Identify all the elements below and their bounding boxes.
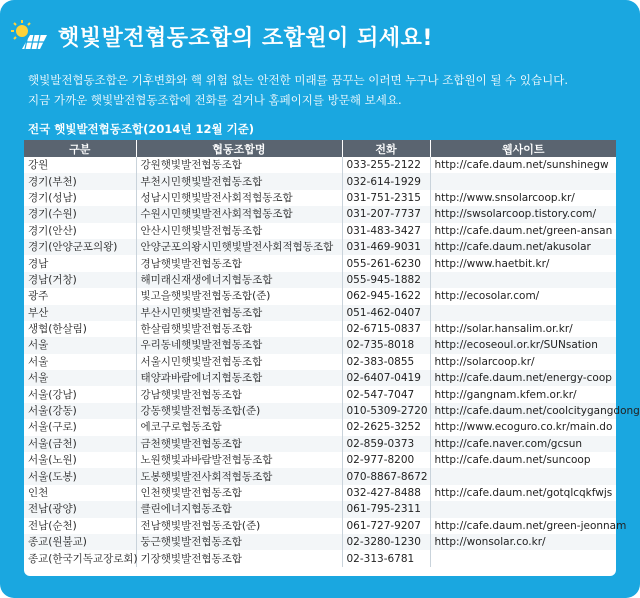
website-link [430, 550, 616, 566]
region-cell: 경기(성남) [24, 190, 136, 206]
website-link[interactable]: http://cafe.naver.com/gcsun [430, 436, 616, 452]
table-row [24, 354, 616, 370]
table-row [24, 468, 616, 484]
coop-name-cell: 빛고을햇빛발전협동조합(준) [136, 288, 342, 304]
coop-name-cell: 에코구로협동조합 [136, 419, 342, 435]
region-cell: 인천 [24, 485, 136, 501]
coop-name-cell: 안산시민햇빛발전협동조합 [136, 223, 342, 239]
region-cell: 서울(금천) [24, 436, 136, 452]
website-link[interactable]: http://cafe.daum.net/suncoop [430, 452, 616, 468]
website-link[interactable]: http://cafe.daum.net/green-jeonnam [430, 518, 616, 534]
website-link[interactable]: http://cafe.daum.net/gotqlcqkfwjs [430, 485, 616, 501]
table-row [24, 501, 616, 517]
coop-name-cell: 도봉햇빛발전사회적협동조합 [136, 468, 342, 484]
intro-line: 햇빛발전협동조합은 기후변화와 핵 위험 없는 안전한 미래를 꿈꾸는 이러면 누구나 조합원이 될 수 있습니다. [28, 73, 568, 87]
table-row [24, 157, 616, 173]
phone-cell: 010-5309-2720 [342, 403, 430, 419]
table-row [24, 206, 616, 222]
table-row [24, 337, 616, 353]
column-header: 협동조합명 [136, 140, 342, 157]
region-cell: 광주 [24, 288, 136, 304]
coop-name-cell: 인천햇빛발전협동조합 [136, 485, 342, 501]
region-cell: 서울 [24, 370, 136, 386]
coop-name-cell: 부산시민햇빛발전협동조합 [136, 305, 342, 321]
table-row [24, 485, 616, 501]
website-link [430, 272, 616, 288]
table-row [24, 272, 616, 288]
table-row [24, 190, 616, 206]
coop-name-cell: 둥근햇빛발전협동조합 [136, 534, 342, 550]
website-link[interactable]: http://solarcoop.kr/ [430, 354, 616, 370]
table-row [24, 419, 616, 435]
phone-cell: 055-945-1882 [342, 272, 430, 288]
website-link [430, 305, 616, 321]
coop-name-cell: 해미래신재생에너지협동조합 [136, 272, 342, 288]
column-header: 구분 [24, 140, 136, 157]
region-cell: 종교(원불교) [24, 534, 136, 550]
coop-name-cell: 수원시민햇빛발전사회적협동조합 [136, 206, 342, 222]
phone-cell: 051-462-0407 [342, 305, 430, 321]
phone-cell: 031-207-7737 [342, 206, 430, 222]
table-row [24, 305, 616, 321]
phone-cell: 033-255-2122 [342, 157, 430, 173]
coop-table-container [24, 140, 640, 576]
region-cell: 경기(안산) [24, 223, 136, 239]
phone-cell: 02-547-7047 [342, 386, 430, 402]
coop-table [24, 140, 640, 567]
region-cell: 서울 [24, 337, 136, 353]
coop-name-cell: 강동햇빛발전협동조합(준) [136, 403, 342, 419]
coop-name-cell: 강원햇빛발전협동조합 [136, 157, 342, 173]
coop-name-cell: 성남시민햇빛발전사회적협동조합 [136, 190, 342, 206]
table-body [24, 157, 640, 567]
region-cell: 서울(강남) [24, 386, 136, 402]
website-link [430, 173, 616, 189]
website-link[interactable]: http://www.haetbit.kr/ [430, 255, 616, 271]
region-cell: 경남 [24, 255, 136, 271]
column-header: 웹사이트 [430, 140, 616, 157]
table-header-row [24, 140, 616, 157]
region-cell: 강원 [24, 157, 136, 173]
coop-name-cell: 부천시민햇빛발전협동조합 [136, 173, 342, 189]
phone-cell: 061-795-2311 [342, 501, 430, 517]
region-cell: 종교(한국기독교장로회) [24, 550, 136, 566]
website-link[interactable]: http://solar.hansalim.or.kr/ [430, 321, 616, 337]
table-row [24, 386, 616, 402]
website-link[interactable]: http://www.ecoguro.co.kr/main.do [430, 419, 616, 435]
phone-cell: 02-977-8200 [342, 452, 430, 468]
page-title: 햇빛발전협동조합의 조합원이 되세요! [58, 25, 433, 51]
intro-line: 지금 가까운 햇빛발전협동조합에 전화를 걸거나 홈페이지를 방문해 보세요. [28, 93, 402, 107]
coop-name-cell: 전남햇빛발전협동조합(준) [136, 518, 342, 534]
table-row [24, 239, 616, 255]
region-cell: 서울(노원) [24, 452, 136, 468]
table-row [24, 288, 616, 304]
region-cell: 전남(광양) [24, 501, 136, 517]
table-row [24, 534, 616, 550]
region-cell: 경기(수원) [24, 206, 136, 222]
region-cell: 부산 [24, 305, 136, 321]
coop-name-cell: 금천햇빛발전협동조합 [136, 436, 342, 452]
phone-cell: 02-3280-1230 [342, 534, 430, 550]
table-row [24, 452, 616, 468]
table-caption: 전국 햇빛발전협동조합(2014년 12월 기준) [28, 122, 255, 136]
coop-name-cell: 클린에너지협동조합 [136, 501, 342, 517]
website-link[interactable]: http://gangnam.kfem.or.kr/ [430, 386, 616, 402]
coop-name-cell: 태양과바람에너지협동조합 [136, 370, 342, 386]
phone-cell: 02-2625-3252 [342, 419, 430, 435]
table-row [24, 518, 616, 534]
coop-name-cell: 한살림햇빛발전협동조합 [136, 321, 342, 337]
phone-cell: 02-313-6781 [342, 550, 430, 566]
region-cell: 서울(도봉) [24, 468, 136, 484]
table-row [24, 403, 616, 419]
phone-cell: 062-945-1622 [342, 288, 430, 304]
coop-name-cell: 안양군포의왕시민햇빛발전사회적협동조합 [136, 239, 342, 255]
region-cell: 경남(거창) [24, 272, 136, 288]
phone-cell: 02-859-0373 [342, 436, 430, 452]
region-cell: 서울(강동) [24, 403, 136, 419]
header [10, 14, 630, 58]
table-row [24, 223, 616, 239]
region-cell: 서울 [24, 354, 136, 370]
coop-name-cell: 우리동네햇빛발전협동조합 [136, 337, 342, 353]
coop-name-cell: 서울시민햇빛발전협동조합 [136, 354, 342, 370]
phone-cell: 02-6715-0837 [342, 321, 430, 337]
region-cell: 서울(구로) [24, 419, 136, 435]
website-link [430, 501, 616, 517]
phone-cell: 02-6407-0419 [342, 370, 430, 386]
table-row [24, 550, 616, 566]
phone-cell: 070-8867-8672 [342, 468, 430, 484]
phone-cell: 02-735-8018 [342, 337, 430, 353]
region-cell: 경기(안양군포의왕) [24, 239, 136, 255]
website-link[interactable]: http://swsolarcoop.tistory.com/ [430, 206, 616, 222]
phone-cell: 055-261-6230 [342, 255, 430, 271]
region-cell: 전남(순천) [24, 518, 136, 534]
website-link[interactable]: http://ecoseoul.or.kr/SUNsation [430, 337, 616, 353]
phone-cell: 032-427-8488 [342, 485, 430, 501]
website-link[interactable]: http://cafe.daum.net/sunshinegw [430, 157, 616, 173]
coop-name-cell: 기장햇빛발전협동조합 [136, 550, 342, 566]
website-link[interactable]: http://ecosolar.com/ [430, 288, 616, 304]
phone-cell: 032-614-1929 [342, 173, 430, 189]
website-link [430, 468, 616, 484]
phone-cell: 02-383-0855 [342, 354, 430, 370]
region-cell: 경기(부천) [24, 173, 136, 189]
phone-cell: 031-469-9031 [342, 239, 430, 255]
table-row [24, 436, 616, 452]
table-row [24, 255, 616, 271]
coop-name-cell: 경남햇빛발전협동조합 [136, 255, 342, 271]
phone-cell: 061-727-9207 [342, 518, 430, 534]
website-link[interactable]: http://wonsolar.co.kr/ [430, 534, 616, 550]
table-row [24, 173, 616, 189]
website-link[interactable]: http://cafe.daum.net/green-ansan [430, 223, 616, 239]
website-link[interactable]: http://cafe.daum.net/energy-coop [430, 370, 616, 386]
table-row [24, 370, 616, 386]
intro-text [28, 70, 620, 110]
coop-name-cell: 강남햇빛발전협동조합 [136, 386, 342, 402]
table-row [24, 321, 616, 337]
solar-panel-sun-icon [10, 19, 48, 53]
website-link[interactable]: http://www.snsolarcoop.kr/ [430, 190, 616, 206]
column-header: 전화 [342, 140, 430, 157]
phone-cell: 031-483-3427 [342, 223, 430, 239]
website-link[interactable]: http://cafe.daum.net/coolcitygangdong [430, 403, 616, 419]
phone-cell: 031-751-2315 [342, 190, 430, 206]
coop-name-cell: 노원햇빛과바람발전협동조합 [136, 452, 342, 468]
region-cell: 생협(한살림) [24, 321, 136, 337]
website-link[interactable]: http://cafe.daum.net/akusolar [430, 239, 616, 255]
